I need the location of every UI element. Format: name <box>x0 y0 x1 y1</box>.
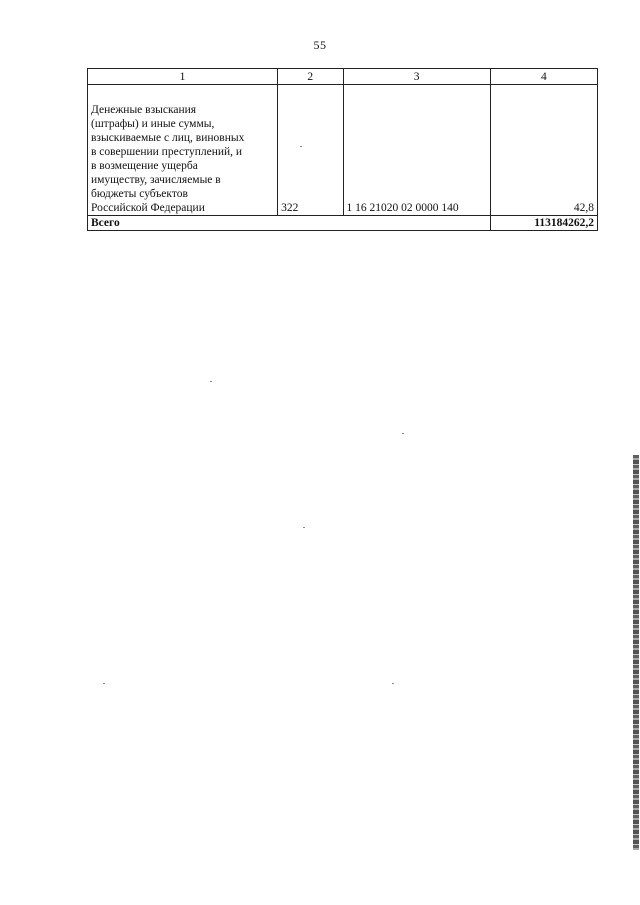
description-line: Денежные взыскания <box>91 104 197 116</box>
scan-edge-artifact <box>633 455 639 850</box>
description-line: бюджеты субъектов <box>91 188 188 200</box>
scan-speck <box>402 433 404 434</box>
column-header-4: 4 <box>490 69 597 85</box>
description-line: взыскиваемые с лиц, виновных <box>91 132 245 144</box>
amount-value: 42,8 <box>490 85 597 216</box>
description-line: (штрафы) и иные суммы, <box>91 118 215 130</box>
scan-speck <box>103 683 105 684</box>
revenue-description <box>88 85 278 216</box>
budget-classification-code: 1 16 21020 02 0000 140 <box>343 85 490 216</box>
total-row <box>88 216 598 231</box>
revenue-table <box>87 68 598 231</box>
description-line: в возмещение ущерба <box>91 160 198 172</box>
total-label: Всего <box>88 216 491 231</box>
column-header-3: 3 <box>343 69 490 85</box>
scan-speck <box>210 381 212 382</box>
column-header-2: 2 <box>278 69 343 85</box>
scan-speck <box>392 683 394 684</box>
scan-speck <box>300 146 302 147</box>
admin-code: 322 <box>278 85 343 216</box>
page-number: 55 <box>313 38 327 52</box>
scan-speck <box>303 527 305 528</box>
description-line: в совершении преступлений, и <box>91 146 243 158</box>
table-row <box>88 85 598 216</box>
total-amount: 113184262,2 <box>490 216 597 231</box>
table-header-row <box>88 69 598 85</box>
description-line: имуществу, зачисляемые в <box>91 174 221 186</box>
column-header-1: 1 <box>88 69 278 85</box>
description-line: Российской Федерации <box>91 202 205 214</box>
